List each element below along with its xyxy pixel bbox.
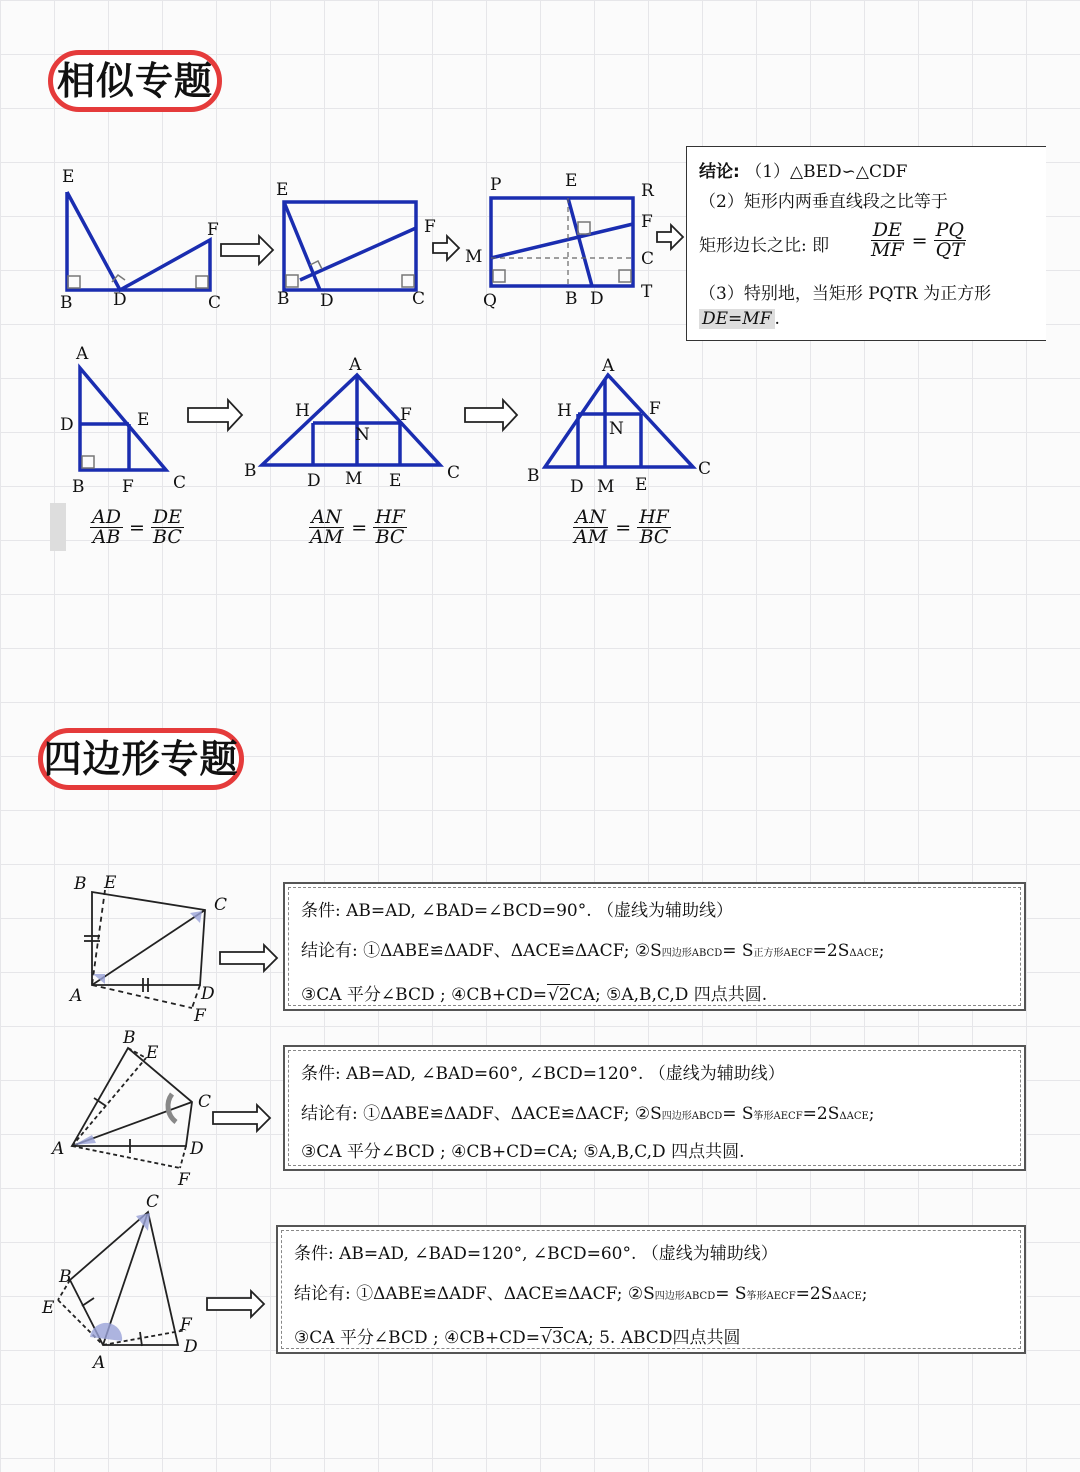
tri1-label-c: C: [173, 473, 187, 493]
quad-case-3-box: [276, 1225, 1026, 1354]
q3-label-c: C: [146, 1192, 160, 1212]
tri1-label-b: B: [72, 477, 85, 497]
fig1-label-b: B: [60, 293, 73, 313]
case1-condition: 条件: AB=AD, ∠BAD=∠BCD=90°. （虚线为辅助线）: [301, 901, 734, 921]
case1-result-1: 结论有: ①ΔABE≌ΔADF、ΔACE≌ΔACF; ②S四边形ABCD= S正方形AECF=2SΔACE;: [301, 941, 885, 961]
arrow-8: [207, 1291, 264, 1317]
case3-result-1: 结论有: ①ΔABE≌ΔADF、ΔACE≌ΔACF; ②S四边形ABCD= S筝形AECF=2SΔACE;: [294, 1284, 868, 1304]
fig2-label-c: C: [412, 289, 426, 309]
fig1-label-f: F: [207, 220, 219, 240]
q3-label-f: F: [180, 1315, 192, 1335]
section-title-quadrilateral: 四边形专题: [38, 728, 244, 790]
quad-fig-1: [84, 890, 205, 1008]
fig1-label-e: E: [62, 167, 75, 187]
case1-result-2: ③CA 平分∠BCD ; ④CB+CD=√2CA; ⑤A,B,C,D 四点共圆.: [301, 985, 768, 1005]
tri1-label-f: F: [122, 477, 134, 497]
fig3-label-e: E: [565, 171, 578, 191]
quad-fig-2: [72, 1048, 192, 1168]
q1-label-f: F: [194, 1006, 206, 1026]
fig2-label-d: D: [320, 291, 334, 311]
q2-label-c: C: [198, 1092, 212, 1112]
q2-label-e: E: [146, 1043, 159, 1063]
fig2-label-e: E: [276, 180, 289, 200]
tri1-label-e: E: [137, 410, 150, 430]
tri1-label-d: D: [60, 415, 74, 435]
tri3-label-b: B: [527, 466, 540, 486]
tri3-label-c: C: [698, 459, 712, 479]
fig1-label-c: C: [208, 293, 222, 313]
conclusion-2: （2）矩形内两垂直线段之比等于: [699, 192, 948, 212]
arrow-7: [213, 1105, 270, 1131]
tri3-label-n: N: [609, 419, 624, 439]
tri2-label-d: D: [307, 471, 321, 491]
formula-3: $\frac{AN}{AM}$ = $\frac{HF}{BC}$: [574, 506, 669, 548]
q2-label-a: A: [52, 1139, 65, 1159]
tri2-label-a: A: [349, 355, 362, 375]
q3-label-a: A: [93, 1353, 106, 1373]
tri2-label-m: M: [345, 469, 363, 489]
conclusion-2b: 矩形边长之比: 即: [699, 236, 830, 256]
arrow-6: [220, 945, 277, 971]
fig1-label-d: D: [113, 290, 127, 310]
tri2-label-n: N: [355, 425, 370, 445]
q2-label-d: D: [190, 1139, 204, 1159]
tri2-label-f: F: [400, 405, 412, 425]
q3-label-b: B: [59, 1267, 72, 1287]
tri3-label-f: F: [649, 399, 661, 419]
formula-2: $\frac{AN}{AM}$ = $\frac{HF}{BC}$: [310, 506, 405, 548]
q1-label-e: E: [104, 873, 117, 893]
quad-case-1-box: [283, 882, 1026, 1011]
fig3-label-b: B: [565, 289, 578, 309]
fig3-label-c: C: [641, 249, 655, 269]
q2-label-f: F: [178, 1170, 190, 1190]
fig3-label-d: D: [590, 289, 604, 309]
tri3-label-h: H: [557, 401, 572, 421]
fig3-label-f: F: [641, 212, 653, 232]
tri3-label-a: A: [602, 356, 615, 376]
fig3-label-t: T: [641, 282, 653, 302]
q1-label-d: D: [201, 984, 215, 1004]
fig3-label-m: M: [465, 247, 483, 267]
conclusion-label: 结论:: [699, 162, 740, 182]
fig3-label-q: Q: [483, 291, 497, 311]
conclusion-1: （1）△BED∽△CDF: [745, 162, 908, 182]
case3-result-2: ③CA 平分∠BCD ; ④CB+CD=√3CA; 5. ABCD四点共圆: [294, 1328, 741, 1348]
q3-label-d: D: [184, 1337, 198, 1357]
case2-result-2: ③CA 平分∠BCD ; ④CB+CD=CA; ⑤A,B,C,D 四点共圆.: [301, 1142, 745, 1162]
tri2-label-b: B: [244, 461, 257, 481]
tri2-label-c: C: [447, 463, 461, 483]
case2-result-1: 结论有: ①ΔABE≌ΔADF、ΔACE≌ΔACF; ②S四边形ABCD= S筝形AECF=2SΔACE;: [301, 1104, 875, 1124]
quad-fig-3: [58, 1212, 186, 1346]
formula-1: $\frac{AD}{AB}$ = $\frac{DE}{BC}$: [92, 506, 182, 548]
fig2-label-b: B: [277, 289, 290, 309]
similarity-conclusion-box: 结论: （1）△BED∽△CDF （2）矩形内两垂直线段之比等于 矩形边长之比: 即 $\frac{DE}{MF}$ = $\frac{PQ}{QT}$ （3）特别地，当矩形 PQTR 为正方形 DE=MF .: [686, 146, 1046, 341]
q1-label-c: C: [214, 895, 228, 915]
conclusion-3: （3）特别地，当矩形 PQTR 为正方形: [699, 284, 992, 304]
quad-case-2-box: [283, 1045, 1026, 1171]
tri2-label-e: E: [389, 471, 402, 491]
section-title-similarity: 相似专题: [48, 50, 222, 112]
case2-condition: 条件: AB=AD, ∠BAD=60°, ∠BCD=120°. （虚线为辅助线）: [301, 1064, 785, 1084]
tri2-label-h: H: [295, 401, 310, 421]
q2-label-b: B: [123, 1028, 136, 1048]
tri3-label-m: M: [597, 477, 615, 497]
tri1-label-a: A: [76, 344, 89, 364]
tri3-label-e: E: [635, 475, 648, 495]
fig3-label-p: P: [490, 175, 502, 195]
case3-condition: 条件: AB=AD, ∠BAD=120°, ∠BCD=60°. （虚线为辅助线）: [294, 1244, 778, 1264]
fig3-label-r: R: [641, 181, 654, 201]
conclusion-3b: DE=MF: [699, 309, 775, 329]
tri3-label-d: D: [570, 477, 584, 497]
q3-label-e: E: [42, 1298, 55, 1318]
q1-label-b: B: [74, 874, 87, 894]
q1-label-a: A: [70, 986, 83, 1006]
conclusion-ratio: $\frac{DE}{MF}$ = $\frac{PQ}{QT}$: [871, 219, 964, 261]
fig2-label-f: F: [424, 217, 436, 237]
